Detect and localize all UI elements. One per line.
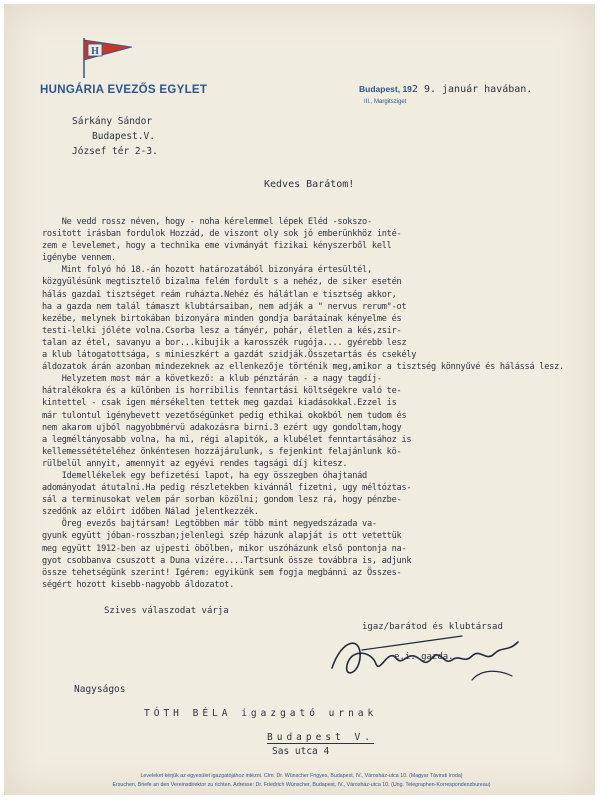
body-line: rositott irásban fordulok Hozzád, de viszont oly sok jó emberünkhöz inté-: [42, 229, 402, 240]
recipient-street: József tér 2-3.: [72, 146, 158, 157]
body-line: kezébe, melynek birtokában bizonyára minden gondja barátainak kényelme és: [42, 313, 402, 324]
body-line: szedőnk az előirt időben Nálad jelentkezzék.: [42, 507, 259, 518]
body-line: Öreg evezős bajtársam! Legtöbben már több mint negyedszázada va-: [42, 519, 377, 530]
body-line: a legméltányosabb volna, ha mi, régi alapitók, a klubélet fenntartásához is: [42, 434, 412, 445]
body-line: Helyzetem most már a következő: a klub pénztárán - a nagy tagdíj-: [42, 374, 382, 385]
regards-line: igaz/barátod és klubtársad: [362, 622, 503, 632]
printed-place: Budapest, 19: [359, 84, 412, 94]
body-line: nem akarom ujból nagyobbmérvü adakozásra birni.3 ezért ugy gondoltam,hogy: [42, 422, 402, 433]
body-line: rülbelül annyit, amennyit az egyévi rendes tagsági díj kitesz.: [42, 458, 348, 469]
body-line: kellemessétételéhez önkéntesen hozzájárulunk, s fejenkint felajánlunk kö-: [42, 446, 402, 457]
body-line: ségért hozott kisebb-nagyobb áldozatot.: [42, 579, 235, 590]
body-line: közgyülésünk megtisztelő bizalma felém fordult s a nehéz, de siker esetén: [42, 277, 402, 288]
body-line: Ne vedd rossz néven, hogy - noha kérelemmel lépek Eléd -sokszo-: [42, 217, 372, 227]
body-line: adományodat átutalni.Ha pedig részletekben kivánnál fizetni, ugy méltóztas-: [42, 483, 412, 494]
body-line: a klub látogatottsága, s minieszkért a gazdát szidják.Összetartás és csekély: [42, 350, 417, 361]
written-date: 2 9. január havában.: [411, 84, 533, 95]
body-line: gyot csobbanva csuszott a Duna vizére....Tartsunk össze továbbra is, adjunk: [42, 555, 412, 566]
club-pennant-logo: [78, 36, 138, 80]
district-line: III., Margitsziget: [364, 99, 407, 105]
body-line: Mint folyó hó 18.-án hozott határozatából bizonyára értesültél,: [42, 265, 372, 276]
body-line: gyunk együtt jóban-rosszban;jelenlegi szép házunk alapját is ott vetettük: [42, 531, 402, 542]
body-line: igénybe vennem.: [42, 253, 116, 264]
recipient-block: [72, 114, 158, 159]
place-date: [359, 84, 532, 95]
body-line: hátralékokra és a különben is horribilis fenntartási költségekre való te-: [42, 386, 402, 397]
letterhead-footer: [34, 772, 569, 790]
address-name: TÓTH BÉLA igazgató urnak: [144, 708, 378, 719]
recipient-name: Sárkány Sándor: [72, 116, 153, 127]
body-line: Idemellékelek egy befizetési lapot, ha egy összegben óhajtanád: [42, 470, 367, 481]
body-line: kintettel - csak igen mérsékelten tettek meg gazdai kiadásokkal.Ezzel is: [42, 398, 397, 409]
salutation: Kedves Barátom!: [264, 179, 355, 190]
address-city: Budapest V.: [267, 732, 374, 743]
recipient-city: Budapest.V.: [92, 131, 155, 142]
letter-sheet: [4, 4, 595, 795]
address-honorific: Nagyságos: [74, 684, 126, 695]
body-line: testi-lelki jóléte volna.Csorba lesz a tányér, pohár, életlen a kés,zsir-: [42, 325, 402, 336]
body-line: talan az étel, savanyu a bor...kibujik a karosszék rugója.... gyérebb lesz: [42, 337, 407, 348]
signer-title: e.i. gazda.: [394, 652, 454, 662]
address-street: Sas utca 4: [272, 746, 330, 757]
body-line: már tulontul igénybevett vezetőségünket pedig ethikai okokból nem tudom és: [42, 410, 407, 421]
letter-body: [42, 216, 572, 591]
closing-line: Szives válaszodat várja: [104, 606, 229, 616]
footer-line-de: Ersuchen, Briefe an den Vereinsdirektor zu richten. Adresse: Dr. Friedrich Wünscher, Budapest, IV., Városház-utca 10. (Ung. Telegraphen-Korrespondenzbureau): [112, 782, 491, 788]
body-line: áldozatok árán azonban mindezeknek az ellenkezője történik meg,amikor a tisztség könnyűvé és hálássá lesz.: [42, 362, 564, 373]
body-line: sál a terminusokat velem pár sorban közölni; gondom lesz rá, hogy pénzbe-: [42, 495, 402, 506]
body-line: zem e levelemet, hogy a technika eme vivmányát fizikai kényszerből kell: [42, 241, 392, 252]
club-name: HUNGÁRIA EVEZŐS EGYLET: [40, 84, 208, 96]
body-line: hálás gazdai tisztséget reám ruházta.Nehéz és hálátlan e tisztség akkor,: [42, 289, 397, 300]
body-line: ha a gazda nem talál támaszt klubtársaiban, nem adják a " nervus rerum"-ot: [42, 301, 407, 312]
logo-letter: H: [91, 46, 99, 57]
footer-line-hu: Leveleket kérjük az egyesület igazgatójához intézni. Cím: Dr. Wünscher Frigyes, Budapest, IV., Városház-utca 10. (Magyar Távirati Iroda): [140, 773, 463, 779]
body-line: meg együtt 1912-ben az ujpesti öbölben, mikor uszóházunk első pontonja na-: [42, 543, 407, 554]
body-line: össze tehetségünk szerint! Igérem: egyikünk sem fogja megbánni az Összes-: [42, 567, 402, 578]
